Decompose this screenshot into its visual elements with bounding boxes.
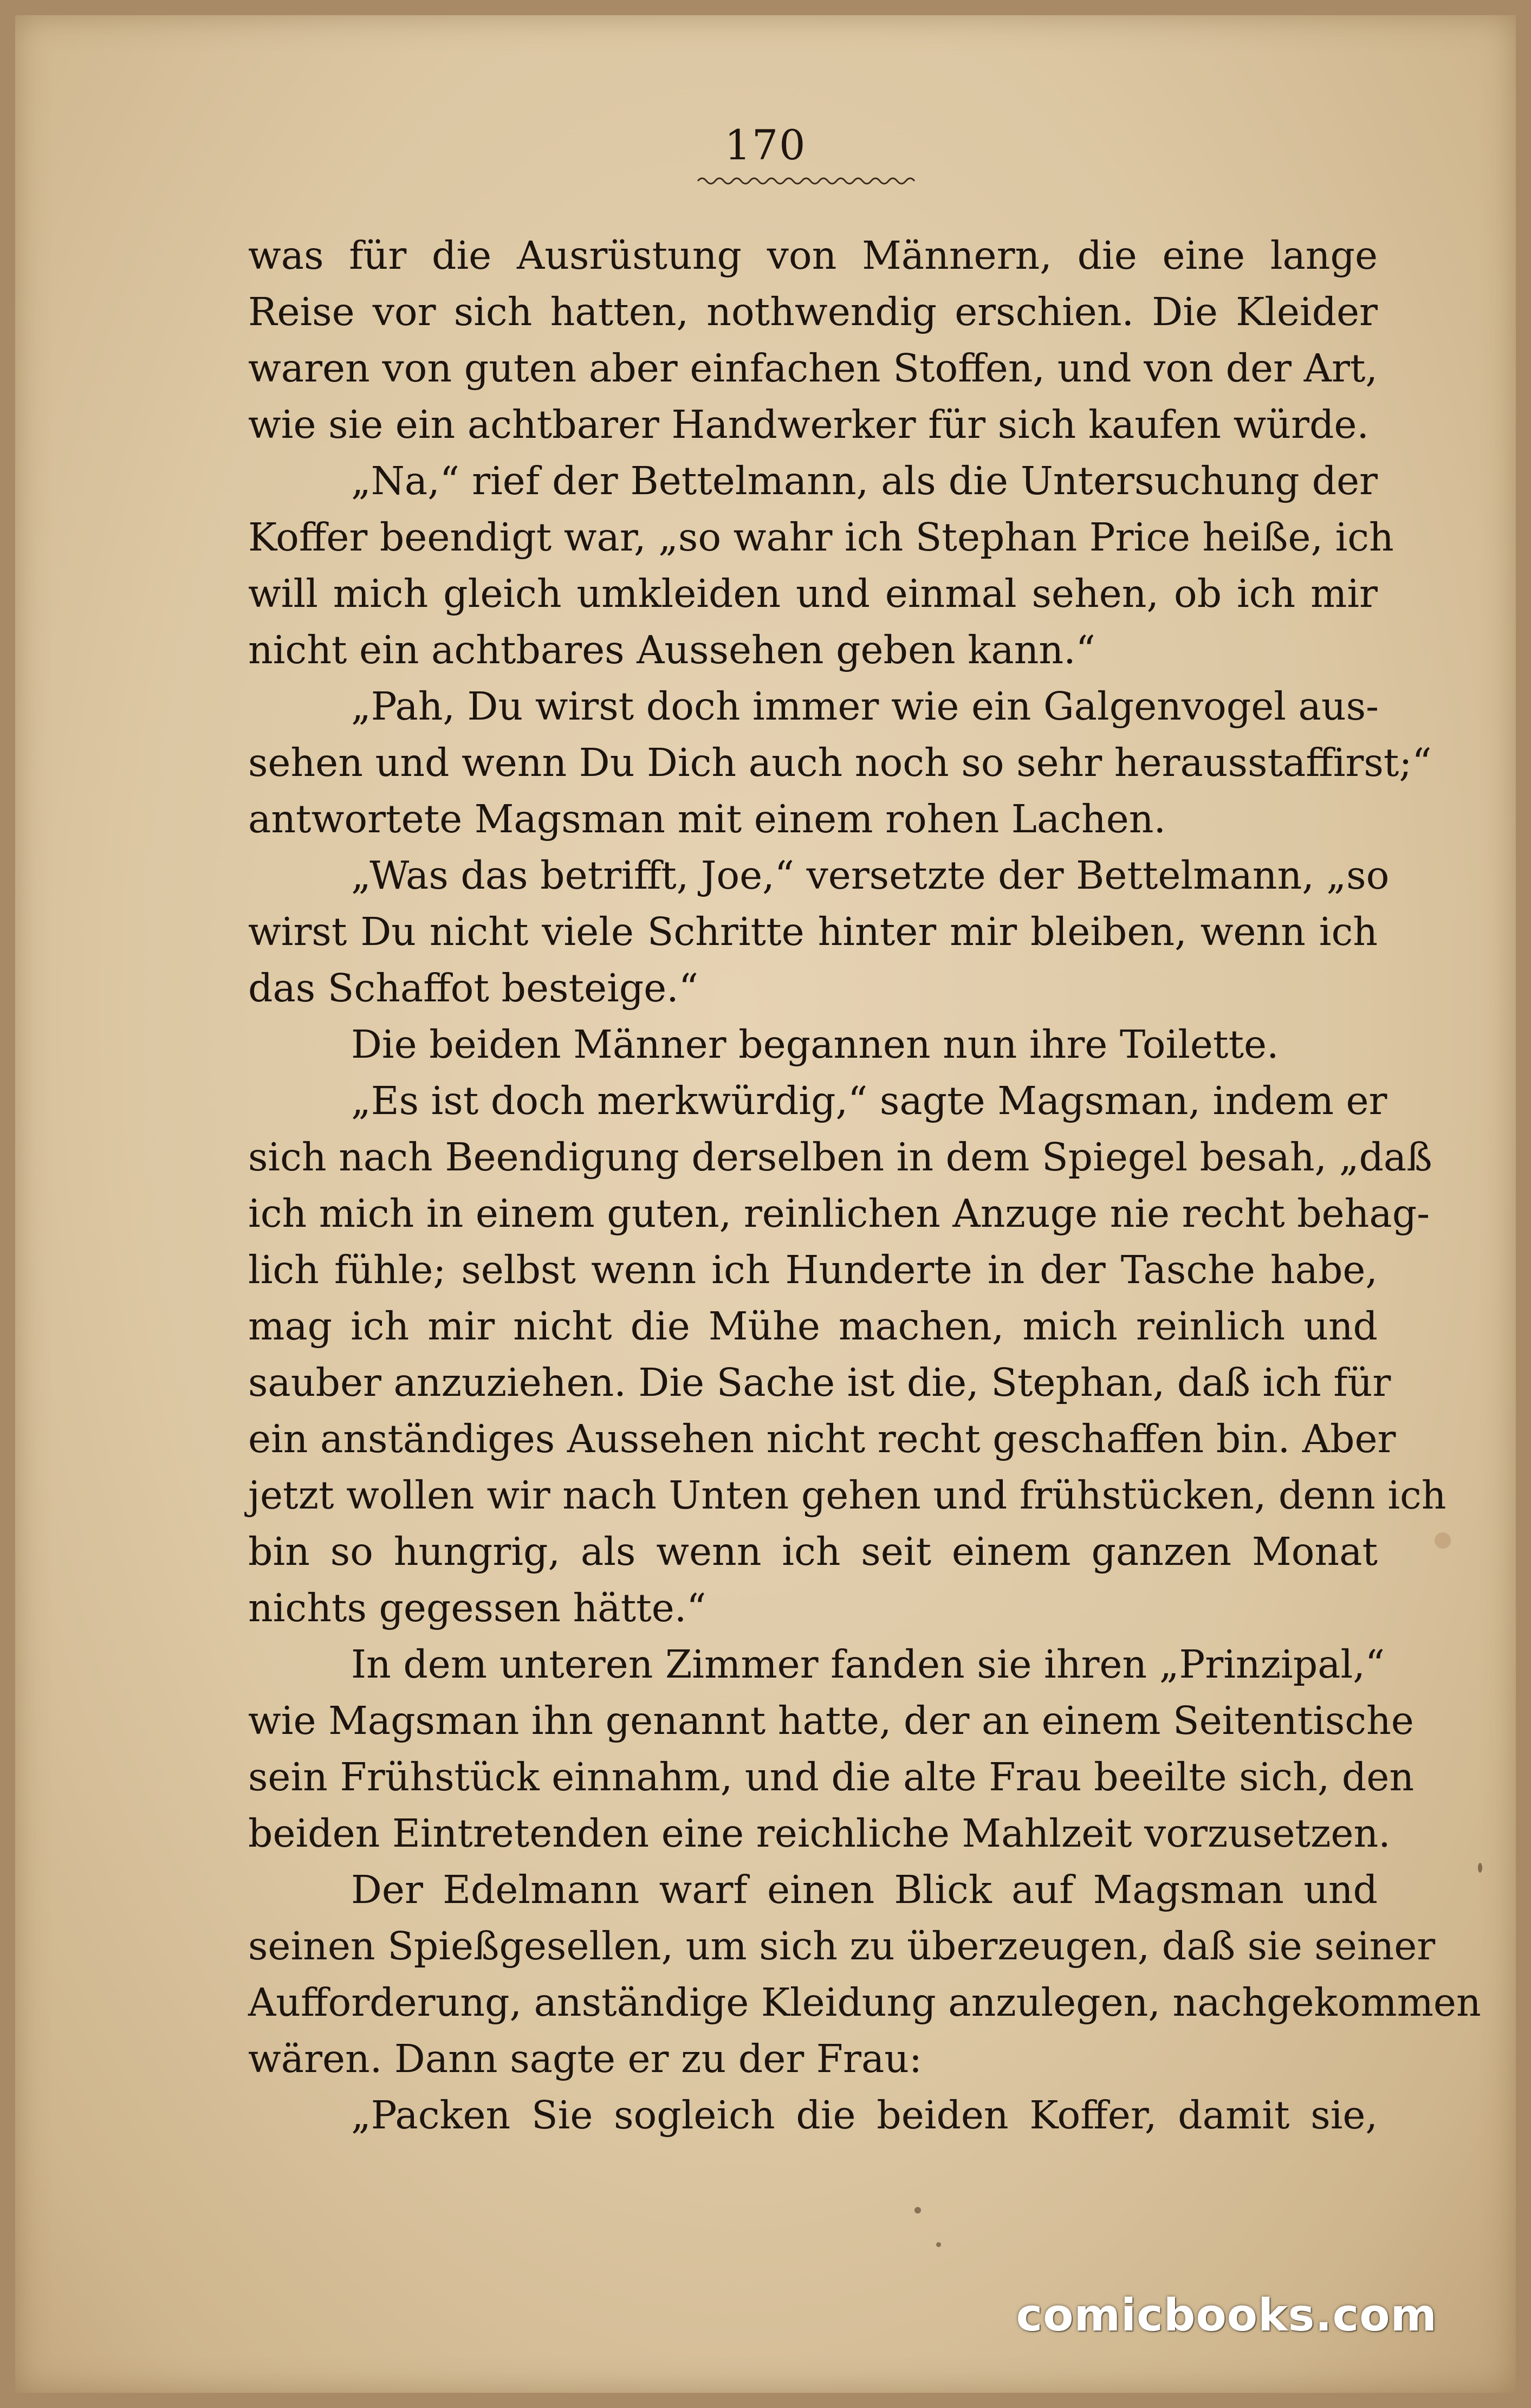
text-line: In dem unteren Zimmer fanden sie ihren „Prinzipal,“ [351,1642,1385,1687]
text-line: Aufforderung, anständige Kleidung anzulegen, nachgekommen [248,1980,1481,2025]
text-line: das Schaffot besteige.“ [248,966,699,1011]
paper-speck [1478,1863,1482,1873]
paper-speck [936,2242,941,2247]
text-line: antwortete Magsman mit einem rohen Lachen. [248,797,1166,841]
text-line: nicht ein achtbares Aussehen geben kann.“ [248,627,1095,672]
text-line: „Es ist doch merkwürdig,“ sagte Magsman, indem er [351,1078,1387,1123]
body-text [248,228,1481,2144]
text-line: jetzt wollen wir nach Unten gehen und frühstücken, denn ich [248,1473,1446,1518]
text-line: beiden Eintretenden eine reichliche Mahlzeit vorzusetzen. [248,1811,1391,1856]
text-line: mag ich mir nicht die Mühe machen, mich reinlich und [248,1304,1378,1349]
text-line: sehen und wenn Du Dich auch noch so sehr herausstaffirst;“ [248,740,1432,785]
text-line: Koffer beendigt war, „so wahr ich Stephan Price heiße, ich [248,515,1394,560]
text-line: wie sie ein achtbarer Handwerker für sich kaufen würde. [248,402,1369,447]
text-line: „Na,“ rief der Bettelmann, als die Untersuchung der [351,458,1378,503]
text-line: wie Magsman ihn genannt hatte, der an einem Seitentische [248,1698,1414,1743]
text-line: „Was das betrifft, Joe,“ versetzte der Bettelmann, „so [351,853,1390,898]
text-line: wären. Dann sagte er zu der Frau: [248,2036,922,2081]
text-line: sauber anzuziehen. Die Sache ist die, Stephan, daß ich für [248,1360,1391,1405]
text-line: will mich gleich umkleiden und einmal sehen, ob ich mir [248,571,1378,616]
text-line: waren von guten aber einfachen Stoffen, und von der Art, [248,346,1378,391]
text-line: seinen Spießgesellen, um sich zu überzeugen, daß sie seiner [248,1924,1436,1969]
text-line: „Pah, Du wirst doch immer wie ein Galgenvogel aus- [351,684,1379,729]
text-line: „Packen Sie sogleich die beiden Koffer, damit sie, [351,2093,1378,2138]
text-line: Der Edelmann warf einen Blick auf Magsman und [351,1867,1378,1912]
text-line: wirst Du nicht viele Schritte hinter mir bleiben, wenn ich [248,909,1378,954]
text-line: ich mich in einem guten, reinlichen Anzuge nie recht behag- [248,1191,1430,1236]
text-line: Die beiden Männer begannen nun ihre Toilette. [351,1022,1279,1067]
text-line: sein Frühstück einnahm, und die alte Frau beeilte sich, den [248,1755,1415,1799]
text-line: sich nach Beendigung derselben in dem Spiegel besah, „daß [248,1135,1432,1180]
text-line: Reise vor sich hatten, nothwendig erschien. Die Kleider [248,289,1378,334]
watermark-logo: comicbooks.com [1016,2290,1437,2341]
text-line: lich fühle; selbst wenn ich Hunderte in der Tasche habe, [248,1247,1378,1292]
paper-speck [1435,1532,1451,1549]
paper-speck [914,2207,921,2213]
page-number: 170 [724,121,807,169]
book-page [15,15,1516,2393]
ornament-rule [695,173,923,185]
text-line: bin so hungrig, als wenn ich seit einem ganzen Monat [248,1529,1378,1574]
text-line: was für die Ausrüstung von Männern, die eine lange [248,233,1378,278]
text-line: ein anständiges Aussehen nicht recht geschaffen bin. Aber [248,1416,1396,1461]
text-line: nichts gegessen hätte.“ [248,1585,706,1630]
